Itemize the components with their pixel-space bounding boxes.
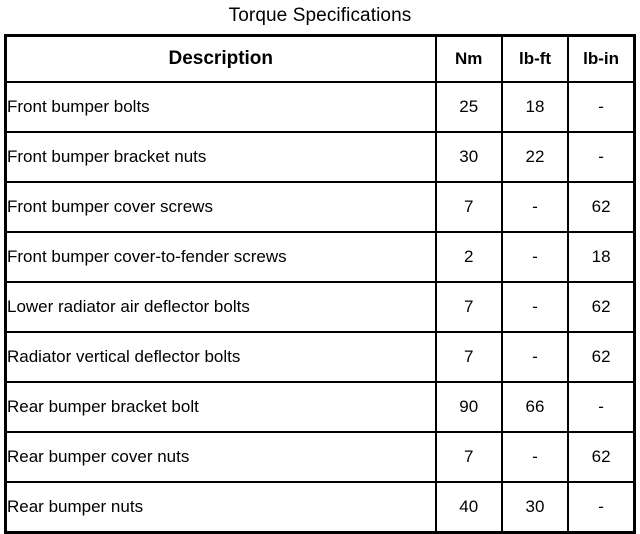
table-body [6,82,635,533]
cell-description: Front bumper cover-to-fender screws [6,232,436,282]
table-header [6,36,635,83]
cell-nm: 7 [436,432,502,482]
cell-lb-ft: 22 [502,132,568,182]
cell-lb-in: 62 [568,332,634,382]
cell-description: Front bumper bolts [6,82,436,132]
cell-lb-ft: - [502,332,568,382]
table-header-row [6,36,635,83]
cell-lb-in: 62 [568,182,634,232]
cell-description: Front bumper cover screws [6,182,436,232]
cell-lb-ft: - [502,282,568,332]
table-row [6,232,635,282]
cell-lb-in: - [568,382,634,432]
cell-nm: 2 [436,232,502,282]
cell-nm: 7 [436,332,502,382]
cell-description: Rear bumper bracket bolt [6,382,436,432]
table-row [6,182,635,232]
table-row [6,282,635,332]
table-row [6,432,635,482]
column-header-description: Description [6,36,436,83]
cell-lb-in: - [568,482,634,533]
cell-nm: 7 [436,182,502,232]
column-header-lb-ft: lb-ft [502,36,568,83]
cell-nm: 90 [436,382,502,432]
table-row [6,82,635,132]
cell-nm: 7 [436,282,502,332]
torque-specifications-table [4,34,636,534]
cell-lb-in: 62 [568,282,634,332]
torque-specifications-table-wrapper [0,34,640,534]
cell-lb-in: 18 [568,232,634,282]
cell-nm: 30 [436,132,502,182]
table-row [6,132,635,182]
cell-lb-ft: - [502,232,568,282]
cell-lb-ft: - [502,432,568,482]
column-header-lb-in: lb-in [568,36,634,83]
table-row [6,382,635,432]
cell-nm: 40 [436,482,502,533]
cell-description: Lower radiator air deflector bolts [6,282,436,332]
cell-lb-ft: 66 [502,382,568,432]
table-row [6,482,635,533]
cell-lb-in: 62 [568,432,634,482]
column-header-nm: Nm [436,36,502,83]
cell-description: Front bumper bracket nuts [6,132,436,182]
cell-lb-ft: 30 [502,482,568,533]
cell-description: Radiator vertical deflector bolts [6,332,436,382]
cell-description: Rear bumper cover nuts [6,432,436,482]
cell-lb-in: - [568,132,634,182]
cell-lb-ft: 18 [502,82,568,132]
page-title: Torque Specifications [228,5,412,26]
cell-description: Rear bumper nuts [6,482,436,533]
cell-lb-in: - [568,82,634,132]
table-row [6,332,635,382]
cell-lb-ft: - [502,182,568,232]
cell-nm: 25 [436,82,502,132]
